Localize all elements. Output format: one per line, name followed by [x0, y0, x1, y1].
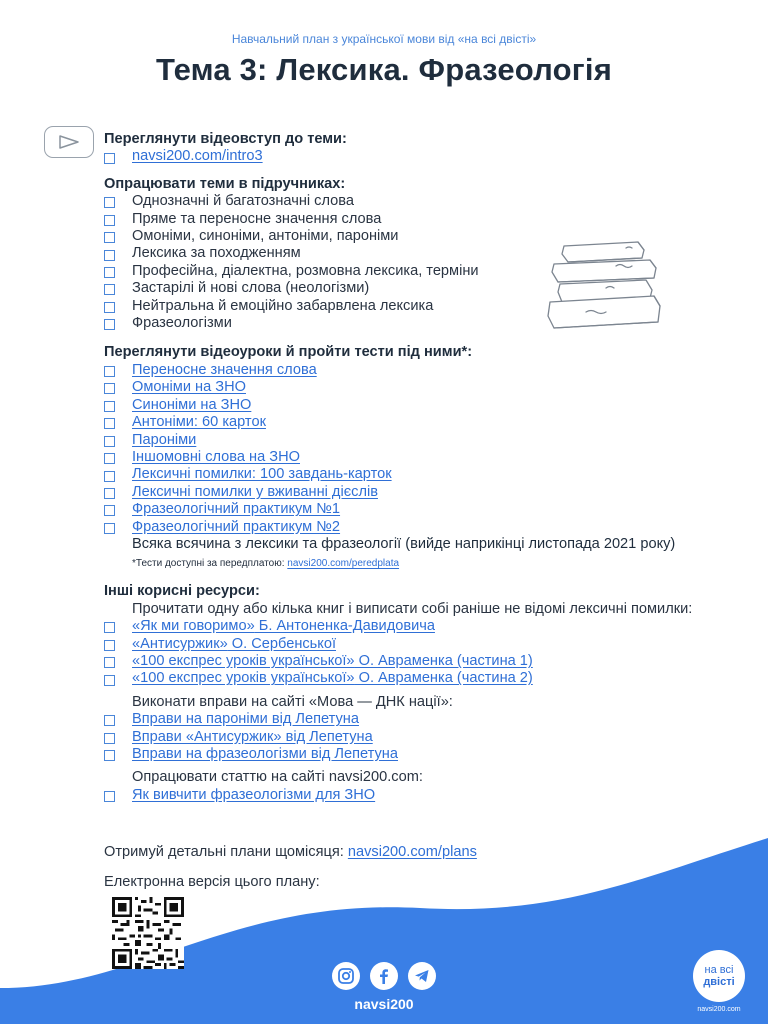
checkbox[interactable] — [104, 733, 115, 744]
books-list — [104, 618, 744, 688]
list-item[interactable]: Омоніми, синоніми, антоніми, пароніми — [104, 228, 744, 245]
list-item[interactable]: Професійна, діалектна, розмовна лексика, терміни — [104, 263, 744, 280]
checkbox[interactable] — [104, 488, 115, 499]
checkbox[interactable] — [104, 319, 115, 330]
checkbox[interactable] — [104, 267, 115, 278]
plan-subtitle: Навчальний план з української мови від «на всі двісті» — [231, 32, 537, 46]
book-link[interactable]: «Антисуржик» О. Сербенської — [132, 635, 336, 652]
list-item[interactable]: Фразеологізми — [104, 315, 744, 332]
list-item[interactable] — [104, 414, 744, 431]
textbooks-list — [104, 193, 744, 332]
video-link[interactable]: Антоніми: 60 карток — [132, 414, 266, 431]
exercises-intro: Виконати вправи на сайті «Мова — ДНК нації»: — [132, 693, 453, 710]
checkbox[interactable] — [104, 657, 115, 668]
video-link[interactable]: Омоніми на ЗНО — [132, 379, 246, 396]
checkbox[interactable] — [104, 453, 115, 464]
exercise-link[interactable]: Вправи на пароніми від Лепетуна — [132, 711, 359, 728]
facebook-icon[interactable] — [370, 962, 398, 990]
list-item[interactable] — [104, 466, 744, 483]
video-link[interactable]: Синоніми на ЗНО — [132, 396, 252, 413]
video-link[interactable]: Фразеологічний практикум №1 — [132, 501, 341, 518]
books-intro: Прочитати одну або кілька книг і виписати собі раніше не відомі лексичні помилки: — [132, 600, 693, 617]
list-item[interactable]: Нейтральна й емоційно забарвлена лексика — [104, 298, 744, 315]
telegram-icon[interactable] — [408, 962, 436, 990]
qr-code-icon[interactable] — [112, 897, 184, 969]
list-item[interactable] — [104, 787, 744, 804]
social-icons — [0, 962, 768, 990]
checkbox[interactable] — [104, 250, 115, 261]
checkbox[interactable] — [104, 197, 115, 208]
list-item[interactable] — [104, 636, 744, 653]
list-item[interactable] — [104, 618, 744, 635]
article-link[interactable]: Як вивчити фразеологізми для ЗНО — [132, 786, 376, 803]
checkbox[interactable] — [104, 523, 115, 534]
checkbox[interactable] — [104, 215, 115, 226]
video-play-icon[interactable] — [44, 126, 94, 158]
list-item[interactable] — [104, 501, 744, 518]
page-title: Тема 3: Лексика. Фразеологія — [155, 52, 612, 87]
video-link[interactable]: Лексичні помилки у вживанні дієслів — [132, 483, 378, 500]
plan-content — [104, 131, 744, 804]
checkbox[interactable] — [104, 232, 115, 243]
intro-item[interactable] — [104, 148, 744, 165]
textbooks-heading: Опрацювати теми в підручниках: — [104, 175, 346, 192]
digital-version-label: Електронна версія цього плану: — [104, 874, 320, 890]
plans-line: Отримуй детальні плани щомісяця: navsi200.com/plans — [104, 844, 477, 860]
list-item[interactable]: Пряме та переносне значення слова — [104, 211, 744, 228]
checkbox[interactable] — [104, 284, 115, 295]
videos-list — [104, 362, 744, 571]
book-link[interactable]: «100 експрес уроків української» О. Авраменка (частина 1) — [132, 652, 533, 669]
checkbox[interactable] — [104, 791, 115, 802]
book-link[interactable]: «100 експрес уроків української» О. Авраменка (частина 2) — [132, 670, 533, 687]
list-item[interactable] — [104, 729, 744, 746]
list-item[interactable] — [104, 746, 744, 763]
checkbox[interactable] — [104, 471, 115, 482]
exercise-link[interactable]: Вправи на фразеологізми від Лепетуна — [132, 746, 398, 762]
checkbox[interactable] — [104, 366, 115, 377]
exercises-list — [104, 711, 744, 763]
subscription-note: *Тести доступні за передплатою: navsi200.com/peredplata — [132, 558, 400, 570]
intro-link[interactable]: navsi200.com/intro3 — [132, 148, 263, 165]
exercise-link[interactable]: Вправи «Антисуржик» від Лепетуна — [132, 728, 373, 745]
subscription-link[interactable]: navsi200.com/peredplata — [287, 558, 400, 570]
list-item[interactable] — [104, 449, 744, 466]
checkbox[interactable] — [104, 622, 115, 633]
intro-heading: Переглянути відеовступ до теми: — [104, 131, 347, 147]
instagram-icon[interactable] — [332, 962, 360, 990]
checkbox[interactable] — [104, 383, 115, 394]
video-link[interactable]: Лексичні помилки: 100 завдань-карток — [132, 466, 392, 483]
list-item[interactable] — [104, 519, 744, 536]
checkbox[interactable] — [104, 401, 115, 412]
upcoming-video-note: Всяка всячина з лексики та фразеології (вийде наприкінці листопада 2021 року) — [132, 535, 676, 552]
videos-heading: Переглянути відеоуроки й пройти тести під ними*: — [104, 344, 473, 361]
video-link[interactable]: Переносне значення слова — [132, 361, 317, 378]
checkbox[interactable] — [104, 436, 115, 447]
list-item[interactable] — [104, 670, 744, 687]
resources-heading: Інші корисні ресурси: — [104, 583, 260, 600]
list-item[interactable]: Однозначні й багатозначні слова — [104, 193, 744, 210]
checkbox[interactable] — [104, 640, 115, 651]
list-item[interactable] — [104, 379, 744, 396]
list-item[interactable]: Застарілі й нові слова (неологізми) — [104, 280, 744, 297]
list-item[interactable] — [104, 484, 744, 501]
checkbox[interactable] — [104, 750, 115, 761]
social-handle: navsi200 — [354, 996, 414, 1012]
checkbox[interactable] — [104, 302, 115, 313]
video-link[interactable]: Іншомовні слова на ЗНО — [132, 448, 300, 465]
list-item[interactable]: Лексика за походженням — [104, 245, 744, 262]
video-link[interactable]: Фразеологічний практикум №2 — [132, 518, 341, 535]
checkbox[interactable] — [104, 418, 115, 429]
checkbox[interactable] — [104, 715, 115, 726]
list-item[interactable] — [104, 432, 744, 449]
plans-link[interactable]: navsi200.com/plans — [347, 844, 477, 860]
logo-url: navsi200.com — [697, 1006, 741, 1013]
list-item[interactable] — [104, 362, 744, 379]
checkbox[interactable] — [104, 675, 115, 686]
list-item[interactable] — [104, 711, 744, 728]
article-intro: Опрацювати статтю на сайті navsi200.com: — [132, 769, 423, 786]
checkbox[interactable] — [104, 153, 115, 164]
brand-logo[interactable]: на всі двісті — [693, 950, 745, 1002]
book-link[interactable]: «Як ми говоримо» Б. Антоненка-Давидовича — [132, 618, 435, 635]
list-item[interactable] — [104, 397, 744, 414]
video-link[interactable]: Пароніми — [132, 431, 197, 448]
list-item[interactable] — [104, 653, 744, 670]
checkbox[interactable] — [104, 505, 115, 516]
